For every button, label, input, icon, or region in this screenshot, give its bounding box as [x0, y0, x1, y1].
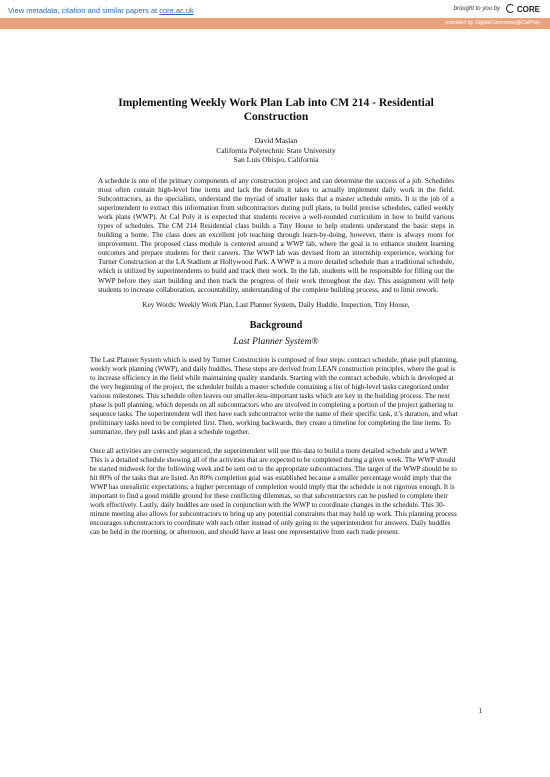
author-block	[90, 136, 462, 165]
author-affiliation: California Polytechnic State University	[216, 145, 336, 155]
subsection-heading: Last Planner System®	[233, 336, 319, 347]
brought-by-text: brought to you by	[453, 6, 500, 12]
metadata-line	[8, 6, 194, 15]
provided-by-bar	[0, 18, 550, 29]
body-paragraph-1: The Last Planner System which is used by Turner Construction is composed of four steps: contract schedule, phase pull planning, weekly work planning (WWP), and daily huddles. These steps are derived from LEAN construction principles, where the goal is to increase efficiency in the field while maintaining quality standards. Starting with the contract schedule, which is developed at the very beginning of the project, the scheduler builds a master schedule containing a list of high-level tasks categorized under various milestones. This schedule often leaves out smaller-less-important tasks which are key in the building process. The next phase is pull planning, which depends on all subcontractors who are involved in completing a portion of the project gathering to sequence tasks. The superintendent will then have each subcontractor write the name of their specific task, it’s duration, and what preliminary tasks need to be completed first. Then, working backwards, they create a timeline for completing the line items. To summarize, they pull tasks and plan a schedule together.	[90, 355, 458, 437]
author-location: San Luis Obispo, California	[233, 155, 319, 164]
author-name: David Maslan	[254, 136, 298, 145]
core-logo[interactable]	[506, 4, 540, 14]
core-ac-uk-link[interactable]: core.ac.uk	[159, 6, 194, 15]
metadata-text: View metadata, citation and similar papers at	[8, 6, 160, 15]
core-header-bar	[0, 0, 550, 18]
body-paragraph-2: Once all activities are correctly sequenced, the superintendent will use this data to build a more detailed schedule and a WWP. This is a detailed schedule showing all of the activities that are expected to be completed during a given week. The WWP should be started midweek for the following week and be sent out to the appropriate subcontractors. The target of the WWP should be to hit 80% of the tasks that are listed. An 80% completion goal was established because a smaller percentage would imply that the WWP has unrealistic expectations; a higher percentage of completion would imply that the schedule is not rigorous enough. It is important to find a good middle ground for these conflicting dilemmas, so that subcontractors can be pushed to complete their work effectively. Lastly, daily huddles are used in conjunction with the WWP to coordinate changes in the schedule. This 30-minute meeting also allows for subcontractors to bring up any potential constraints that may hold up work. This planning process encourages subcontractors to coordinate with each other instead of only going to the superintendent for answers. Daily huddles can be held in the morning, or afternoon, and should have at least one representative from each trade present.	[90, 446, 457, 537]
keywords: Key Words: Weekly Work Plan, Last Planner System, Daily Huddle, Inspection, Tiny House,	[142, 300, 410, 309]
provided-by-link[interactable]: provided by DigitalCommons@CalPoly	[445, 20, 540, 26]
section-heading: Background	[249, 319, 303, 331]
paper-title: Implementing Weekly Work Plan Lab into CM 214 - Residential Construction	[118, 97, 434, 123]
page-number: 1	[478, 707, 482, 715]
core-logo-icon	[506, 4, 515, 13]
abstract: A schedule is one of the primary components of any construction project and can determine the success of a job. Schedules most often contain high-level line items and lack the details it takes to actually implement daily work in the field. Subcontractors, as the specialists, understand the myriad of smaller tasks that a master schedule omits. It is the job of a superintendent to extract this information from subcontractors during pull plans, to build precise schedules, called weekly work plans (WWP). At Cal Poly it is expected that students receive a well-rounded curriculum in how to build various types of schedules. The CM 214 Residential class builds a Tiny House to help students understand the basic steps in building a home. The class does an excellent job teaching through learn-by-doing, however, there is always room for improvement. The proposed class module is centered around a WWP lab, where the goal is to enhance student learning outcomes and prepare students for their careers. The WWP lab was devised from an internship experience, working for Turner Construction at the LA Stadium at Hollywood Park. A WWP is a more detailed schedule than a traditional schedule, which is utilized by superintendents to build and track their work. In the lab, students will be responsible for filling out the WWP before they start building and then track the progress of their work throughout the day. This assignment will help students to increase collaboration, accountability, understanding of the complete building process, and to limit rework.	[98, 176, 454, 294]
paper-body	[90, 96, 462, 538]
core-label: CORE	[516, 5, 540, 14]
